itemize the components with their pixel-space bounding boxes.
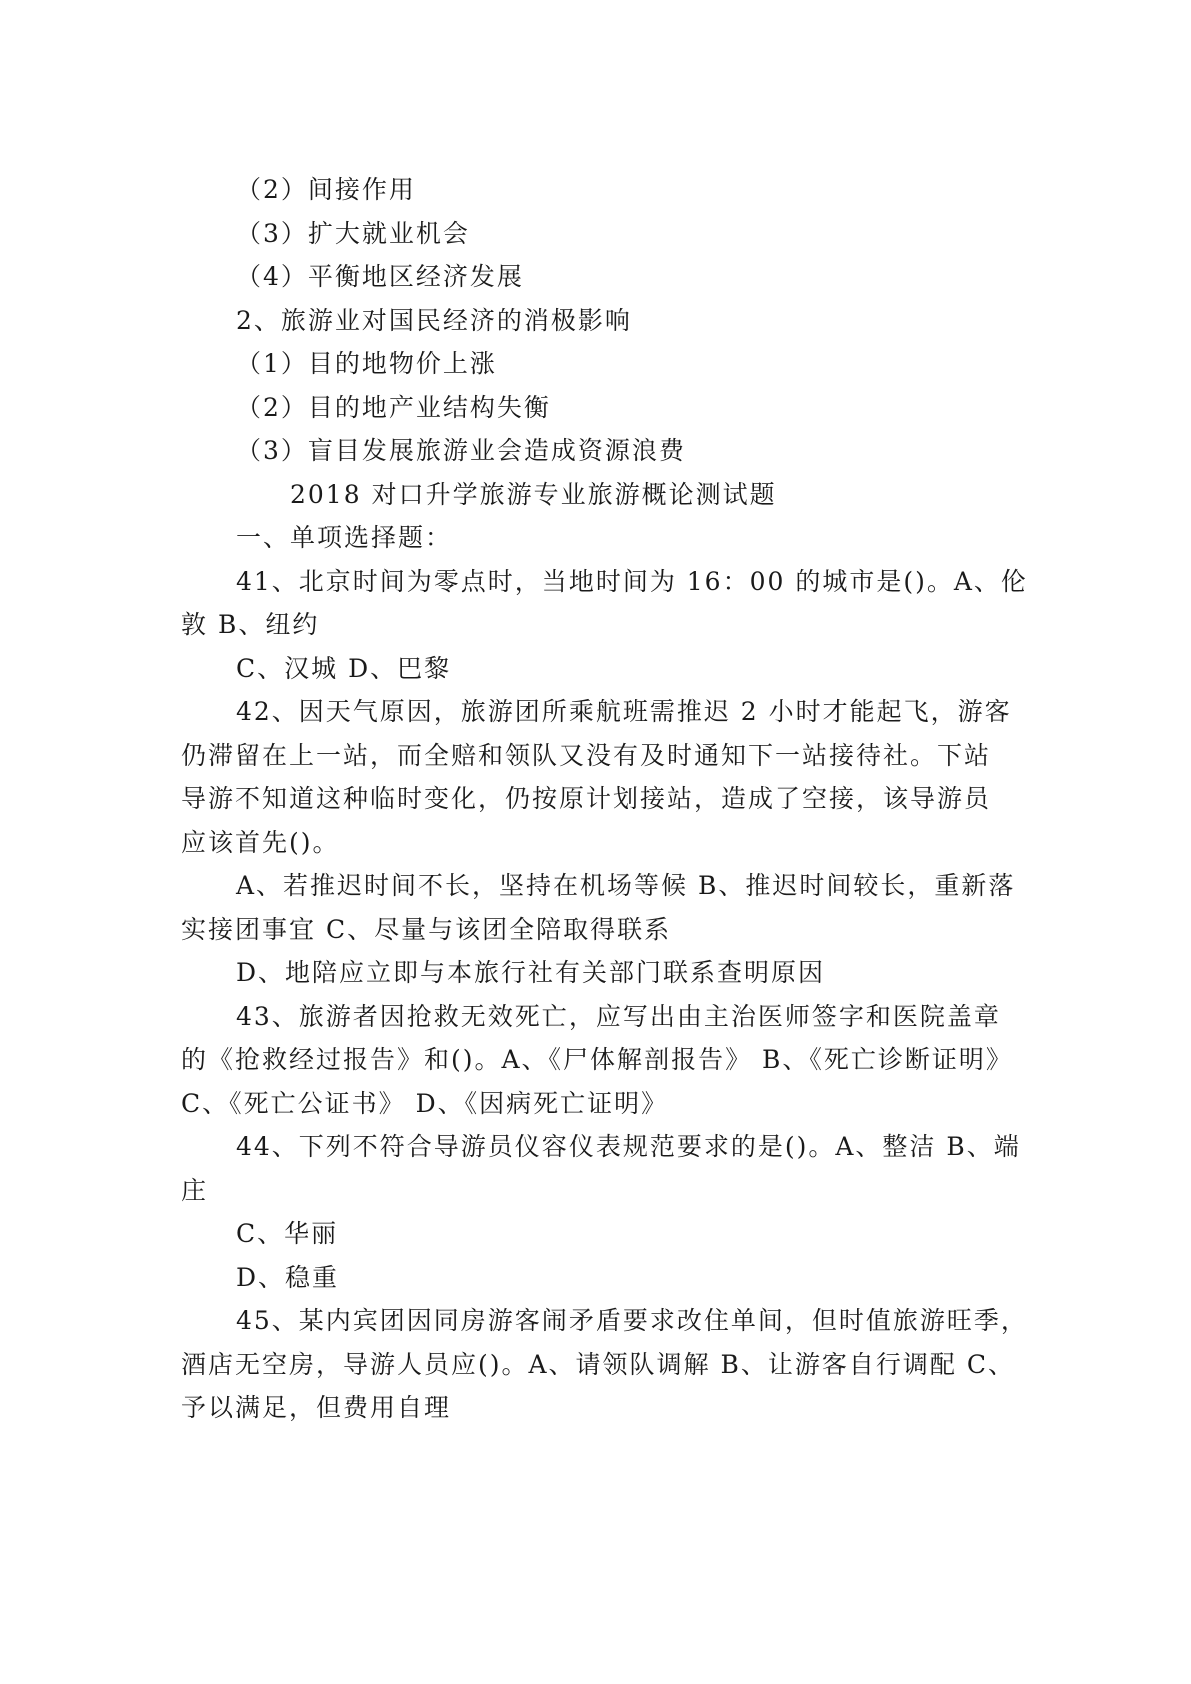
question-44: 44、下列不符合导游员仪容仪表规范要求的是()。A、整洁 B、端 — [236, 1132, 1021, 1161]
text-line: C、汉城 D、巴黎 — [236, 654, 452, 683]
question-42: 42、因天气原因，旅游团所乘航班需推迟 2 小时才能起飞，游客 — [236, 697, 1012, 726]
text-line: 实接团事宜 C、尽量与该团全陪取得联系 — [181, 915, 672, 944]
text-line: （2）间接作用 — [236, 175, 416, 204]
section-heading: 一、单项选择题： — [236, 523, 453, 552]
text-line: （3）盲目发展旅游业会造成资源浪费 — [236, 436, 686, 465]
text-line: （4）平衡地区经济发展 — [236, 262, 524, 291]
text-line: 的《抢救经过报告》和()。A、《尸体解剖报告》 B、《死亡诊断证明》 — [181, 1045, 1013, 1074]
text-line: （1）目的地物价上涨 — [236, 349, 497, 378]
text-line: （3）扩大就业机会 — [236, 219, 470, 248]
text-line: 敦 B、纽约 — [181, 610, 320, 639]
question-41: 41、北京时间为零点时，当地时间为 16：00 的城市是()。A、伦 — [236, 567, 1028, 596]
text-line: 2、旅游业对国民经济的消极影响 — [236, 306, 632, 335]
text-line: C、《死亡公证书》 D、《因病死亡证明》 — [181, 1089, 669, 1118]
text-line: C、华丽 — [236, 1219, 339, 1248]
text-line: D、地陪应立即与本旅行社有关部门联系查明原因 — [236, 958, 826, 987]
text-line: 导游不知道这种临时变化，仍按原计划接站，造成了空接，该导游员 — [181, 784, 992, 813]
text-line: A、若推迟时间不长，坚持在机场等候 B、推迟时间较长，重新落 — [236, 871, 1016, 900]
question-43: 43、旅游者因抢救无效死亡，应写出由主治医师签字和医院盖章 — [236, 1002, 1001, 1031]
question-45: 45、某内宾团因同房游客闹矛盾要求改住单间，但时值旅游旺季， — [236, 1306, 1028, 1335]
text-line: 予以满足，但费用自理 — [181, 1393, 452, 1422]
text-line: （2）目的地产业结构失衡 — [236, 393, 551, 422]
text-line: 庄 — [181, 1176, 209, 1205]
text-line: D、稳重 — [236, 1263, 340, 1292]
section-title: 2018 对口升学旅游专业旅游概论测试题 — [290, 480, 777, 509]
text-line: 仍滞留在上一站，而全赔和领队又没有及时通知下一站接待社。下站 — [181, 741, 992, 770]
text-line: 应该首先()。 — [181, 828, 340, 857]
text-line: 酒店无空房，导游人员应()。A、请领队调解 B、让游客自行调配 C、 — [181, 1350, 1015, 1379]
